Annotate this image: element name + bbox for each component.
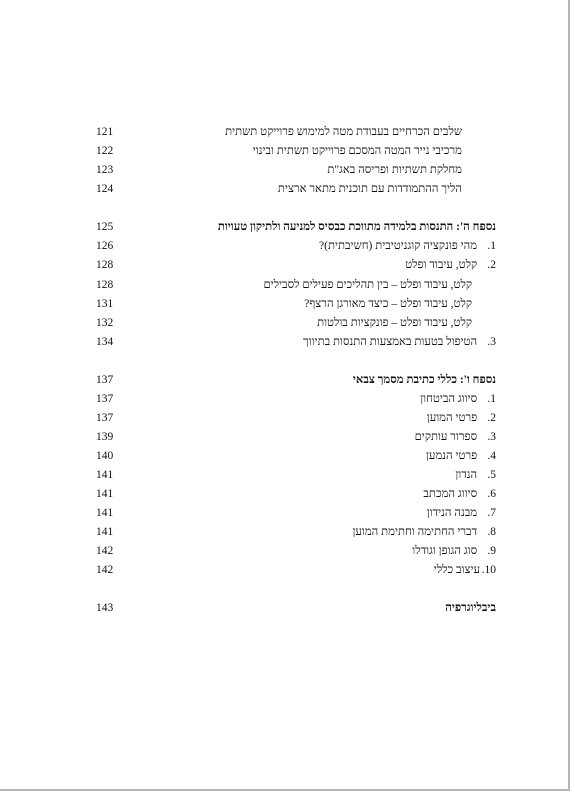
toc-subentry[interactable] [96, 276, 496, 294]
toc-entry-text: הליך ההתמודדות עם תוכנית מתאר ארצית [277, 183, 462, 195]
toc-page-number: 137 [96, 374, 114, 386]
toc-entry[interactable] [96, 390, 496, 408]
toc-entry-text: הנדון [455, 469, 478, 481]
toc-page-number: 139 [96, 431, 114, 443]
item-number: 1. [487, 393, 496, 405]
item-number: 6. [487, 488, 496, 500]
item-number: 5. [487, 469, 496, 481]
toc-entry[interactable] [96, 447, 496, 465]
toc-entry[interactable] [96, 333, 496, 351]
toc-entry-text: מחלקת תשתיות ופריסה באג"ת [327, 164, 462, 176]
item-number: 4. [487, 450, 496, 462]
toc-entry[interactable] [96, 542, 496, 560]
item-number: 3. [487, 336, 496, 348]
toc-subentry[interactable] [96, 295, 496, 313]
toc-entry[interactable] [96, 485, 496, 503]
toc-entry-text: קלט, עיבוד ופלט – בין תהליכים פעילים לסבילים [263, 279, 472, 291]
toc-entry[interactable] [96, 161, 496, 179]
item-number: 8. [487, 526, 496, 538]
toc-entry[interactable] [96, 523, 496, 541]
toc-entry-text: דברי החתימה וחתימת המוען [352, 526, 478, 538]
toc-page-number: 121 [96, 126, 114, 138]
toc-page-number: 126 [96, 240, 114, 252]
toc-page-number: 125 [96, 221, 114, 233]
toc-entry-text: פרטי המוען [426, 412, 478, 424]
toc-entry[interactable] [96, 561, 496, 579]
toc-page-number: 141 [96, 488, 114, 500]
item-number: 10. [481, 564, 496, 576]
toc-entry-text: קלט, עיבוד ופלט – פונקציות בולטות [317, 317, 472, 329]
item-number: 3. [487, 431, 496, 443]
toc-page-number: 143 [96, 602, 114, 614]
toc-entry[interactable] [96, 180, 496, 198]
toc-entry[interactable] [96, 123, 496, 141]
toc-page-number: 141 [96, 507, 114, 519]
section-title: ביבליוגרפיה [445, 602, 496, 614]
toc-page-number: 141 [96, 526, 114, 538]
toc-page-number: 134 [96, 336, 114, 348]
toc-entry[interactable] [96, 428, 496, 446]
toc-page-number: 123 [96, 164, 114, 176]
toc-page-number: 140 [96, 450, 114, 462]
toc-section-heading[interactable] [96, 218, 496, 236]
section-title: נספח ו': כללי כתיבת מסמך צבאי [352, 374, 496, 386]
toc-page-number: 128 [96, 259, 114, 271]
toc-subentry[interactable] [96, 314, 496, 332]
toc-entry-text: מרכיבי נייר המטה המסכם פרוייקט תשתית ובינוי [252, 145, 462, 157]
toc-entry-text: פרטי הנמען [426, 450, 478, 462]
toc-entry-text: מבנה הנידון [426, 507, 478, 519]
toc-entry-text: סוג הגופן וגודלו [412, 545, 478, 557]
toc-entry[interactable] [96, 466, 496, 484]
toc-page-number: 141 [96, 469, 114, 481]
toc-page-number: 142 [96, 545, 114, 557]
toc-entry-text: הטיפול בטעות באמצעות התנסות בתיווך [303, 336, 478, 348]
toc-entry[interactable] [96, 237, 496, 255]
item-number: 9. [487, 545, 496, 557]
toc-entry[interactable] [96, 142, 496, 160]
toc-page-number: 137 [96, 393, 114, 405]
toc-page-number: 137 [96, 412, 114, 424]
toc-entry-text: שלבים הכרחיים בעבודת מטה למימוש פרוייקט תשתית [225, 126, 462, 138]
toc-page-number: 131 [96, 298, 114, 310]
toc-page-number: 122 [96, 145, 114, 157]
toc-entry[interactable] [96, 256, 496, 274]
toc-section-heading[interactable] [96, 599, 496, 617]
toc-section-heading[interactable] [96, 371, 496, 389]
toc-entry-text: קלט, עיבוד ופלט [405, 259, 478, 271]
item-number: 2. [487, 259, 496, 271]
toc-page-number: 124 [96, 183, 114, 195]
item-number: 1. [487, 240, 496, 252]
toc-entry-text: קלט, עיבוד ופלט – כיצד מאורגן הרצף? [304, 298, 472, 310]
section-title: נספח ה': התנסות בלמידה מתווכת כבסיס למניעה ולתיקון טעויות [217, 221, 496, 233]
toc-entry-text: מהי פונקציה קוגניטיבית (חשיבתית)? [319, 240, 478, 252]
item-number: 7. [487, 507, 496, 519]
toc-entry-text: ספרור עותקים [414, 431, 478, 443]
toc-entry-text: סיווג הביטחון [420, 393, 478, 405]
toc-entry-text: סיווג המכתב [423, 488, 478, 500]
toc-entry-text: עיצוב כללי [433, 564, 480, 576]
toc-entry[interactable] [96, 504, 496, 522]
toc-entry[interactable] [96, 409, 496, 427]
toc-page-number: 142 [96, 564, 114, 576]
item-number: 2. [487, 412, 496, 424]
toc-page-number: 132 [96, 317, 114, 329]
toc-page-number: 128 [96, 279, 114, 291]
